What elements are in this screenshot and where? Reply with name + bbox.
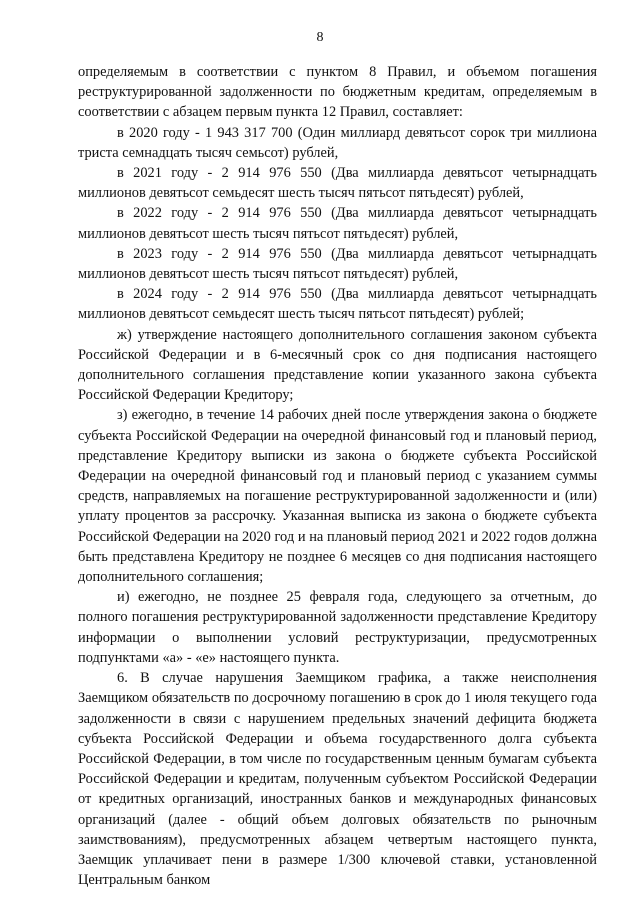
paragraph-item-zh: ж) утверждение настоящего дополнительного соглашения законом субъекта Российской Федерации и в 6-месячный срок со дня подписания настоящего дополнительного соглашения представление копии указанного закона субъекта Российской Федерации Кредитору; bbox=[78, 326, 597, 404]
paragraph-2021: в 2021 году - 2 914 976 550 (Два миллиарда девятьсот четырнадцать миллионов девятьсот семьдесят шесть тысяч пятьсот пятьдесят) рублей, bbox=[78, 165, 597, 202]
document-body bbox=[78, 62, 597, 890]
paragraph-2024: в 2024 году - 2 914 976 550 (Два миллиарда девятьсот четырнадцать миллионов девятьсот семьдесят шесть тысяч пятьсот пятьдесят) рублей; bbox=[78, 286, 597, 323]
paragraph-item-i: и) ежегодно, не позднее 25 февраля года, следующего за отчетным, до полного погашения реструктурированной задолженности представление Кредитору информации о выполнении условий реструктуризации, предусмотренных подпунктами «а» - «е» настоящего пункта. bbox=[78, 589, 597, 666]
paragraph-clause-6: 6. В случае нарушения Заемщиком графика, а также неисполнения Заемщиком обязательств по досрочному погашению в срок до 1 июля текущего года задолженности в связи с нарушением предельных значений дефицита бюджета субъекта Российской Федерации и объема государственного долга субъекта Российской Федерации, в том числе по государственным ценным бумагам субъекта Российской Федерации и кредитам, полученным субъектом Российской Федерации от кредитных организаций, иностранных банков и международных финансовых организаций (далее - общий объем долговых обязательств по рыночным заимствованиям), предусмотренных абзацем четвертым настоящего пункта, Заемщик уплачивает пени в размере 1/300 ключевой ставки, установленной Центральным банком bbox=[78, 670, 597, 889]
paragraph-2020: в 2020 году - 1 943 317 700 (Один миллиард девятьсот сорок три миллиона триста семнадцать тысяч семьсот) рублей, bbox=[78, 124, 597, 161]
paragraph-continuation: определяемым в соответствии с пунктом 8 Правил, и объемом погашения реструктурированной задолженности по бюджетным кредитам, определяемым в соответствии с абзацем первым пункта 12 Правил, составляет: bbox=[78, 64, 597, 121]
paragraph-item-z: з) ежегодно, в течение 14 рабочих дней после утверждения закона о бюджете субъекта Российской Федерации на очередной финансовый год и плановый период, представление Кредитору выписки из закона о бюджете субъекта Российской Федерации на очередной финансовый год и плановый период с указанием суммы средств, направляемых на погашение реструктурированной задолженности и (или) уплату процентов за рассрочку. Указанная выписка из закона о бюджете субъекта Российской Федерации на 2020 год и на плановый период 2021 и 2022 годов должна быть представлена Кредитору не позднее 6 месяцев со дня подписания настоящего дополнительного соглашения; bbox=[78, 407, 597, 586]
paragraph-2022: в 2022 году - 2 914 976 550 (Два миллиарда девятьсот четырнадцать миллионов девятьсот шесть тысяч пятьсот пятьдесят) рублей, bbox=[78, 205, 597, 242]
paragraph-2023: в 2023 году - 2 914 976 550 (Два миллиарда девятьсот четырнадцать миллионов девятьсот шесть тысяч пятьсот пятьдесят) рублей, bbox=[78, 245, 597, 283]
page-number: 8 bbox=[316, 30, 324, 45]
